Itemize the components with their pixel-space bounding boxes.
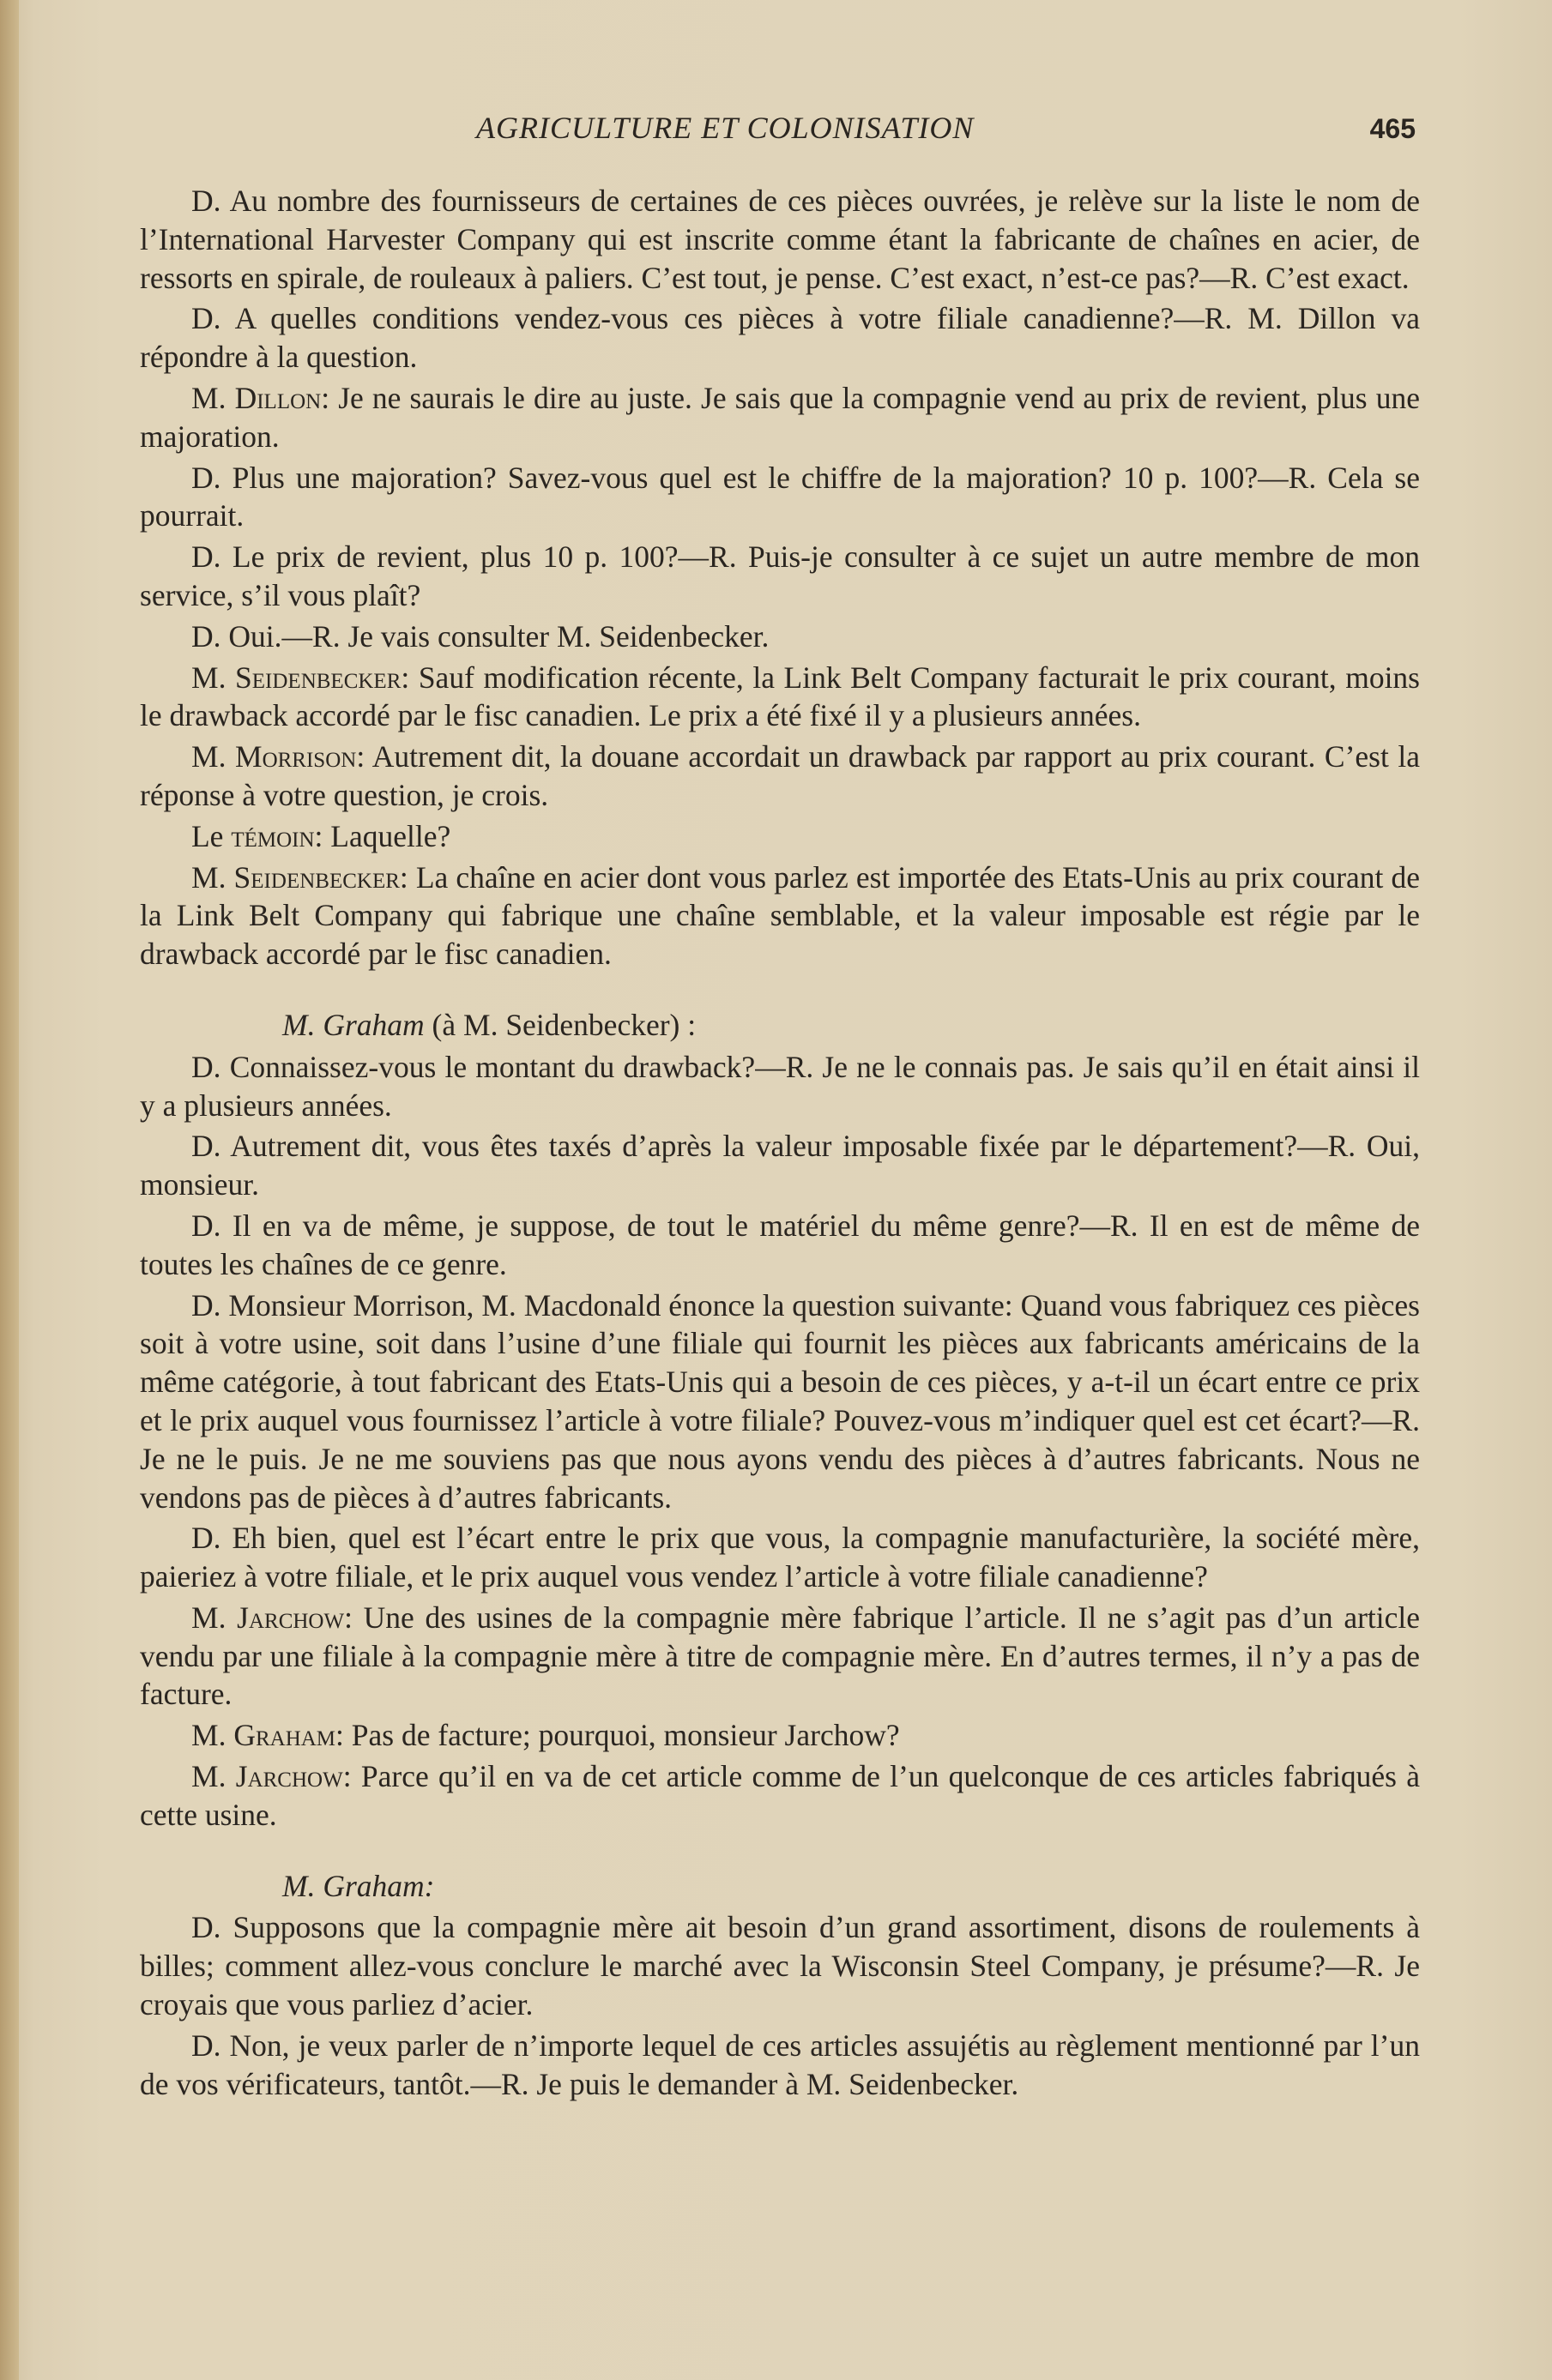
paragraph bbox=[140, 2027, 1420, 2104]
speaker-name: Morrison bbox=[235, 739, 357, 774]
speaker-name: Jarchow bbox=[235, 1759, 343, 1794]
paragraph bbox=[140, 817, 1420, 856]
section-addressee: (à M. Seidenbecker) : bbox=[424, 1007, 697, 1042]
speaker-prefix: M. bbox=[191, 739, 226, 774]
paragraph-text: D. Autrement dit, vous êtes taxés d’après la valeur imposable fixée par le département?—R. Oui, monsieur. bbox=[140, 1129, 1420, 1202]
speaker-name: Graham bbox=[233, 1718, 336, 1753]
speaker-name: Jarchow bbox=[237, 1600, 345, 1635]
paragraph-text: : Parce qu’il en va de cet article comme de l’un quelconque de ces articles fabriqués à cette usine. bbox=[140, 1759, 1420, 1832]
paragraph bbox=[140, 1207, 1420, 1284]
paragraph-group-1 bbox=[140, 182, 1420, 973]
paragraph-text: D. Supposons que la compagnie mère ait besoin d’un grand assortiment, disons de roulements à billes; comment allez-vous conclure le marché avec la Wisconsin Steel Company, je présume?—R. Je croyais que vous parliez d’acier. bbox=[140, 1910, 1420, 2022]
page-number: 465 bbox=[1369, 113, 1416, 144]
speaker-prefix: M. bbox=[191, 660, 226, 695]
paragraph bbox=[140, 1048, 1420, 1125]
paragraph bbox=[140, 859, 1420, 973]
paragraph-text: : La chaîne en acier dont vous parlez est importée des Etats-Unis au prix courant de la Link Belt Company qui fabrique une chaîne semblable, et la valeur imposable est régie par le drawback accordé par le fisc canadien. bbox=[140, 859, 1420, 972]
paragraph-text: D. Il en va de même, je suppose, de tout le matériel du même genre?—R. Il en est de même de toutes les chaînes de ce genre. bbox=[140, 1208, 1420, 1281]
paragraph bbox=[140, 459, 1420, 536]
paragraph bbox=[140, 738, 1420, 815]
paragraph-group-3 bbox=[140, 1908, 1420, 2103]
speaker-prefix: M. bbox=[191, 1759, 226, 1794]
section-speaker-name: M. Graham bbox=[282, 1007, 425, 1042]
paragraph bbox=[140, 299, 1420, 377]
paragraph bbox=[140, 618, 1420, 656]
section-speaker-heading bbox=[140, 1006, 1420, 1045]
speaker-prefix: M. bbox=[191, 859, 226, 895]
paragraph-text: D. Plus une majoration? Savez-vous quel est le chiffre de la majoration? 10 p. 100?—R. Cela se pourrait. bbox=[140, 460, 1420, 533]
paragraph-text: : Pas de facture; pourquoi, monsieur Jarchow? bbox=[335, 1718, 900, 1753]
paragraph-text: D. Non, je veux parler de n’importe lequel de ces articles assujétis au règlement mentionné par l’un de vos vérificateurs, tantôt.—R. Je puis le demander à M. Seidenbecker. bbox=[140, 2028, 1420, 2101]
paragraph-text: D. A quelles conditions vendez-vous ces pièces à votre filiale canadienne?—R. M. Dillon va répondre à la question. bbox=[140, 301, 1420, 375]
paragraph-text: : Laquelle? bbox=[314, 818, 451, 853]
section-speaker-name-2: M. Graham: bbox=[282, 1868, 435, 1903]
speaker-name: Seidenbecker bbox=[233, 859, 400, 895]
page-header bbox=[146, 110, 1416, 161]
paragraph-text: : Je ne saurais le dire au juste. Je sais que la compagnie vend au prix de revient, plus une majoration. bbox=[140, 380, 1421, 454]
paragraph bbox=[140, 659, 1420, 736]
speaker-prefix: M. bbox=[191, 1718, 226, 1753]
paragraph-text: D. Au nombre des fournisseurs de certaines de ces pièces ouvrées, je relève sur la liste le nom de l’International Harvester Company qui est inscrite comme étant la fabricante de chaînes en acier, de ressorts en spirale, de rouleaux à paliers. C’est tout, je pense. C’est exact, n’est-ce pas?—R. C’est exact. bbox=[140, 184, 1420, 295]
paragraph-text: : Une des usines de la compagnie mère fabrique l’article. Il ne s’agit pas d’un article vendu par une filiale à la compagnie mère à titre de compagnie mère. En d’autres termes, il n’y a pas de facture. bbox=[140, 1600, 1421, 1712]
paragraph-text: D. Eh bien, quel est l’écart entre le prix que vous, la compagnie manufacturière, la société mère, paieriez à votre filiale, et le prix auquel vous vendez l’article à votre filiale canadienne? bbox=[140, 1521, 1420, 1594]
paragraph bbox=[140, 1757, 1420, 1835]
paragraph bbox=[140, 1908, 1420, 2023]
paragraph-text: D. Monsieur Morrison, M. Macdonald énonce la question suivante: Quand vous fabriquez ces pièces soit à votre usine, soit dans l’usine d’une filiale qui fournit les pièces aux fabricants américains de la même catégorie, à tout fabricant des Etats-Unis qui a besoin de ces pièces, y a-t-il un écart entre ce prix et le prix auquel vous fournissez l’article à votre filiale? Pouvez-vous m’indiquer quel est cet écart?—R. Je ne le puis. Je ne me souviens pas que nous ayons vendu des pièces à d’autres fabricants. Nous ne vendons pas de pièces à d’autres fabricants. bbox=[140, 1287, 1420, 1515]
paragraph-text: D. Le prix de revient, plus 10 p. 100?—R. Puis-je consulter à ce sujet un autre membre de mon service, s’il vous plaît? bbox=[140, 539, 1420, 612]
paragraph-group-2 bbox=[140, 1048, 1420, 1835]
page-body bbox=[140, 182, 1420, 2106]
paragraph-text: : Sauf modification récente, la Link Belt Company facturait le prix courant, moins le drawback accordé par le fisc canadien. Le prix a été fixé il y a plusieurs années. bbox=[140, 660, 1421, 733]
paragraph bbox=[140, 1716, 1420, 1755]
paragraph bbox=[140, 1599, 1420, 1714]
section-speaker-heading-2 bbox=[140, 1867, 1420, 1906]
speaker-name: Seidenbecker bbox=[235, 660, 402, 695]
speaker-prefix: M. bbox=[191, 1600, 226, 1635]
running-title: AGRICULTURE ET COLONISATION bbox=[476, 111, 975, 145]
speaker-name: Dillon bbox=[234, 380, 322, 415]
speaker-prefix: Le bbox=[191, 818, 224, 853]
speaker-prefix: M. bbox=[191, 380, 226, 415]
paragraph-text: : Autrement dit, la douane accordait un drawback par rapport au prix courant. C’est la réponse à votre question, je crois. bbox=[140, 739, 1420, 812]
paragraph bbox=[140, 538, 1420, 615]
paragraph bbox=[140, 1286, 1420, 1517]
paragraph bbox=[140, 182, 1420, 297]
paragraph bbox=[140, 1127, 1420, 1204]
speaker-name: témoin bbox=[231, 818, 315, 853]
paragraph-text: D. Connaissez-vous le montant du drawback?—R. Je ne le connais pas. Je sais qu’il en était ainsi il y a plusieurs années. bbox=[140, 1049, 1420, 1123]
paragraph-text: D. Oui.—R. Je vais consulter M. Seidenbecker. bbox=[191, 618, 770, 654]
paragraph bbox=[140, 379, 1420, 456]
paragraph bbox=[140, 1519, 1420, 1596]
page-spine-shadow bbox=[0, 0, 19, 2380]
